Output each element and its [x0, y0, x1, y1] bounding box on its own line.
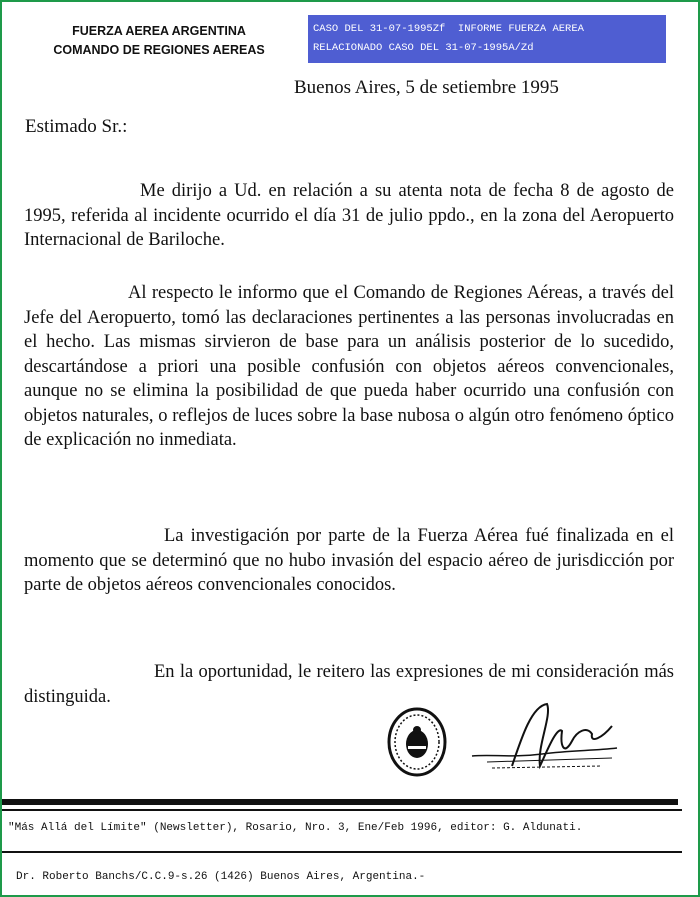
footer-divider-thick [2, 799, 678, 805]
handwritten-signature [452, 696, 622, 788]
source-note: "Más Allá del Límite" (Newsletter), Rosario, Nro. 3, Ene/Feb 1996, editor: G. Aldunati. [8, 822, 583, 834]
stamp-line-1: CASO DEL 31-07-1995Zf INFORME FUERZA AEREA [313, 23, 584, 35]
paragraph-3: La investigación por parte de la Fuerza Aérea fué finalizada en el momento que se determinó que no hubo invasión del espacio aéreo de jurisdicción por parte de objetos aéreos convencionales conocidos. [24, 526, 674, 595]
paragraph-4: En la oportunidad, le reitero las expresiones de mi consideración más distinguida. [24, 662, 674, 707]
letterhead-line-2: COMANDO DE REGIONES AEREAS [53, 43, 265, 57]
paragraph-2: Al respecto le informo que el Comando de Regiones Aéreas, a través del Jefe del Aeropuerto, tomó las declaraciones pertinentes a las personas involucradas en el hecho. Las mismas sirvieron de base para un análisis posterior de lo sucedido, descartándose a priori una posible confusión con objetos aéreos convencionales, aunque no se elimina la posibilidad de que pueda haber ocurrido una confusión con objetos naturales, o reflejos de luces sobre la base nubosa o algún otro fenómeno óptico de explicación no inmediata. [24, 283, 674, 450]
salutation: Estimado Sr.: [25, 116, 128, 137]
letterhead [14, 22, 304, 60]
letter-date: Buenos Aires, 5 de setiembre 1995 [294, 77, 559, 98]
official-seal-icon [386, 706, 448, 778]
stamp-line-2: RELACIONADO CASO DEL 31-07-1995A/Zd [313, 42, 534, 54]
case-reference-stamp [308, 15, 666, 63]
contact-address: Dr. Roberto Banchs/C.C.9-s.26 (1426) Buenos Aires, Argentina.- [16, 871, 426, 883]
footer-divider-thin [2, 809, 682, 811]
paragraph-1: Me dirijo a Ud. en relación a su atenta nota de fecha 8 de agosto de 1995, referida al incidente ocurrido el día 31 de julio ppdo., en la zona del Aeropuerto Internacional de Bariloche. [24, 181, 674, 250]
letterhead-line-1: FUERZA AEREA ARGENTINA [72, 24, 246, 38]
footer-divider-bottom [2, 851, 682, 853]
